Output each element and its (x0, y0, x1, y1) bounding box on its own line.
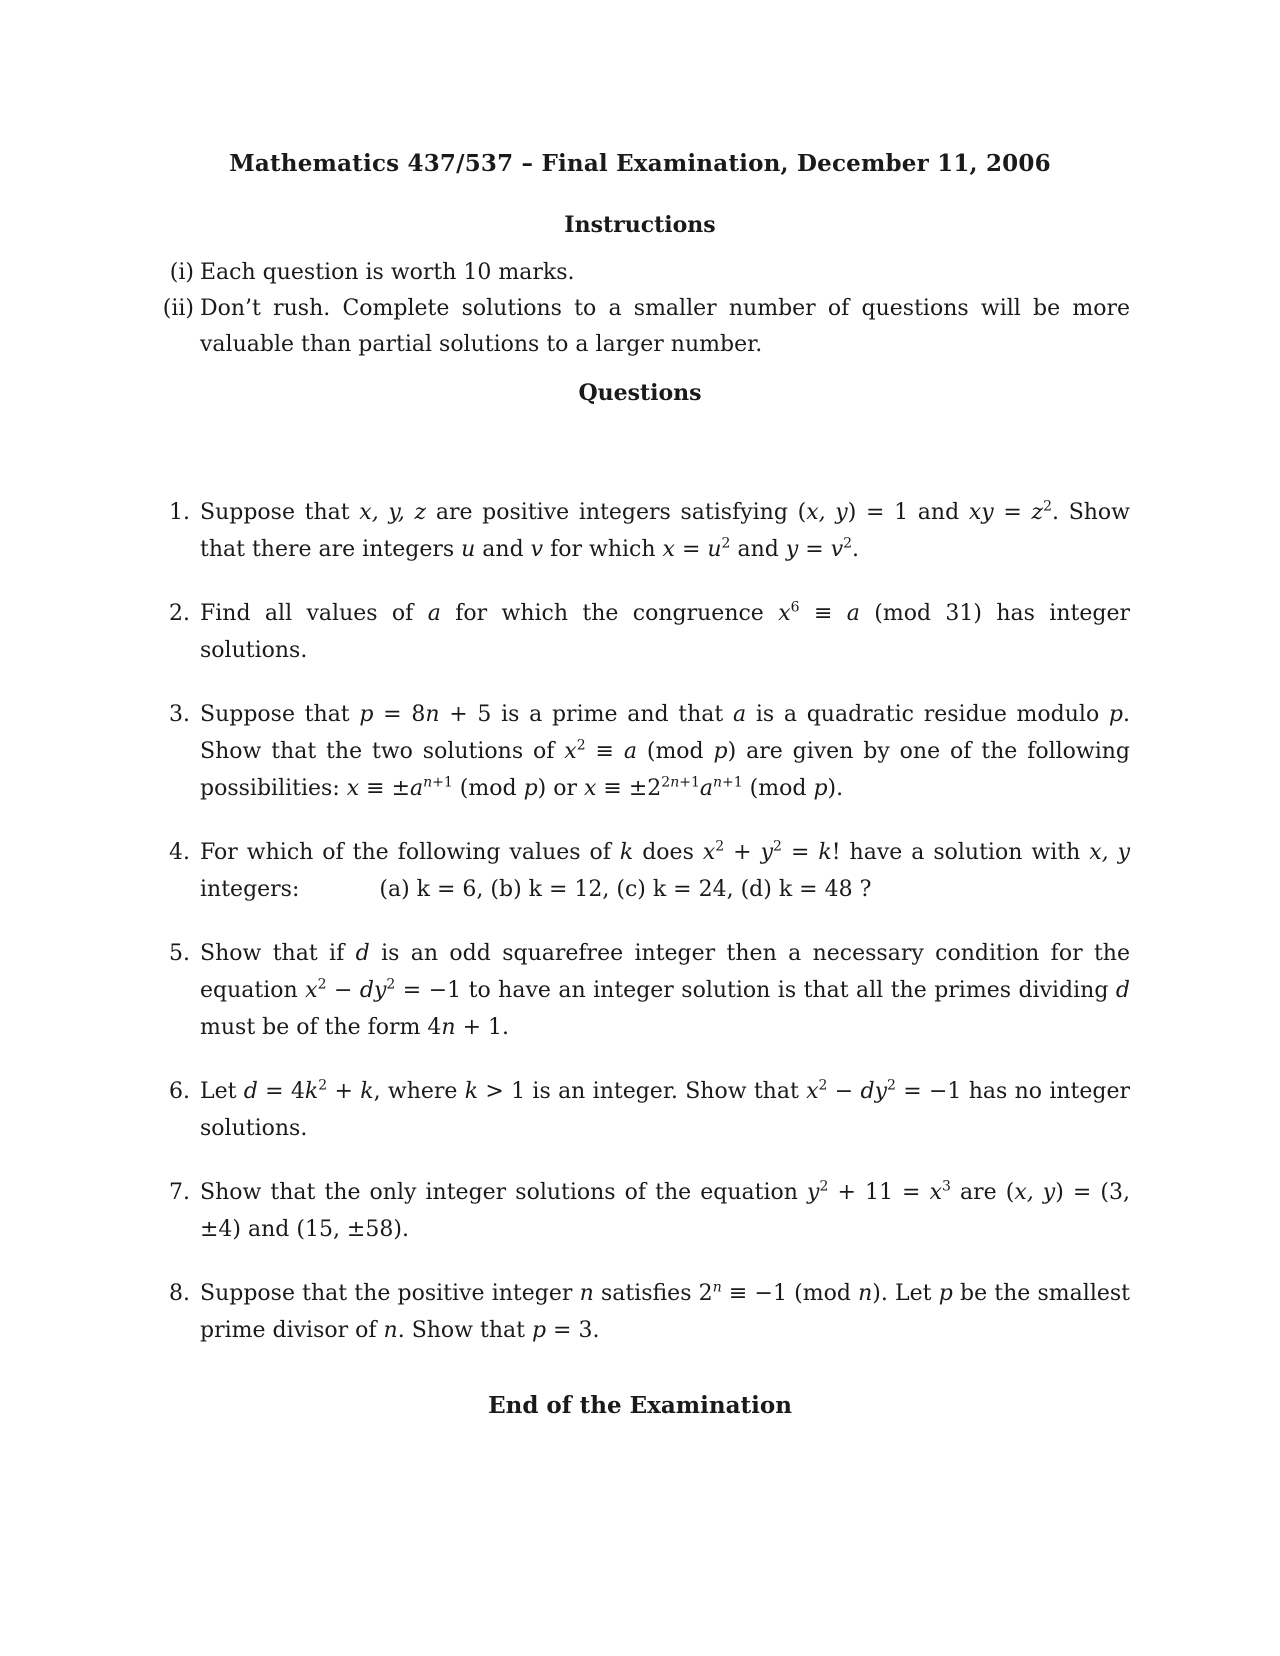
instructions-list (150, 255, 1130, 363)
questions-heading: Questions (578, 380, 702, 406)
question-number: 2. (169, 601, 190, 626)
question-8 (150, 1275, 1130, 1349)
question-number: 7. (169, 1180, 190, 1205)
question-4-options: (a) k = 6, (b) k = 12, (c) k = 24, (d) k = 48 ? (379, 877, 872, 902)
question-number: 8. (169, 1281, 190, 1306)
question-text: Suppose that p = 8n + 5 is a prime and that a is a quadratic residue modulo p. Show that the two solutions of $x^2 \equiv a$ (mod p) are given by one of the following possibilities: $x \equiv \pm a^{n+1}$ (mod p) or $x \equiv \pm 2^{2n+1}a^{n+1}$ (mod p). (200, 702, 1131, 801)
instruction-item (150, 291, 1130, 363)
question-text: Suppose that the positive integer n satisfies $2^n \equiv -1$ (mod n). Let p be the smallest prime divisor of n. Show that p = 3. (200, 1279, 1130, 1343)
question-number: 6. (169, 1079, 190, 1104)
exam-title: Mathematics 437/537 – Final Examination, December 11, 2006 (229, 150, 1051, 177)
question-text: Show that the only integer solutions of the equation $y^2 + 11 = x^3$ are (x, y) = (3, ±4) and (15, ±58). (200, 1178, 1131, 1242)
question-text: Find all values of a for which the congruence $x^6 \equiv a$ (mod 31) has integer solutions. (200, 599, 1130, 663)
question-1 (150, 494, 1130, 568)
question-4 (150, 834, 1130, 908)
question-number: 4. (169, 840, 190, 865)
question-5 (150, 935, 1130, 1046)
question-text: For which of the following values of k does $x^2 + y^2 = k$! have a solution with x, y integers: (a) k = 6, (b) k = 12, (c) k = 24, (d) k = 48 ? (200, 838, 1131, 902)
question-2 (150, 595, 1130, 669)
instruction-text: Each question is worth 10 marks. (200, 260, 575, 285)
instructions-heading: Instructions (564, 212, 716, 238)
questions-list (150, 494, 1130, 1376)
question-number: 1. (169, 500, 190, 525)
instruction-item (150, 255, 1130, 291)
question-3 (150, 696, 1130, 807)
question-7 (150, 1174, 1130, 1248)
question-number: 3. (169, 702, 190, 727)
question-text: Show that if d is an odd squarefree integer then a necessary condition for the equation $x^2 - dy^2 = -1$ to have an integer solution is that all the primes dividing d must be of the form 4n + 1. (200, 941, 1131, 1040)
instruction-number: (ii) (162, 296, 194, 321)
question-text: Let $d = 4k^2 + k$, where k > 1 is an integer. Show that $x^2 - dy^2 = -1$ has no integer solutions. (200, 1077, 1131, 1141)
question-number: 5. (169, 941, 190, 966)
question-text: Suppose that x, y, z are positive integers satisfying (x, y) = 1 and xy = $z^2$. Show that there are integers u and v for which $x = u^2$ and $y = v^2$. (200, 498, 1131, 562)
instruction-number: (i) (169, 260, 194, 285)
end-of-exam: End of the Examination (488, 1392, 792, 1419)
instruction-text: Don’t rush. Complete solutions to a smaller number of questions will be more valuable than partial solutions to a larger number. (200, 296, 1130, 357)
question-6 (150, 1073, 1130, 1147)
